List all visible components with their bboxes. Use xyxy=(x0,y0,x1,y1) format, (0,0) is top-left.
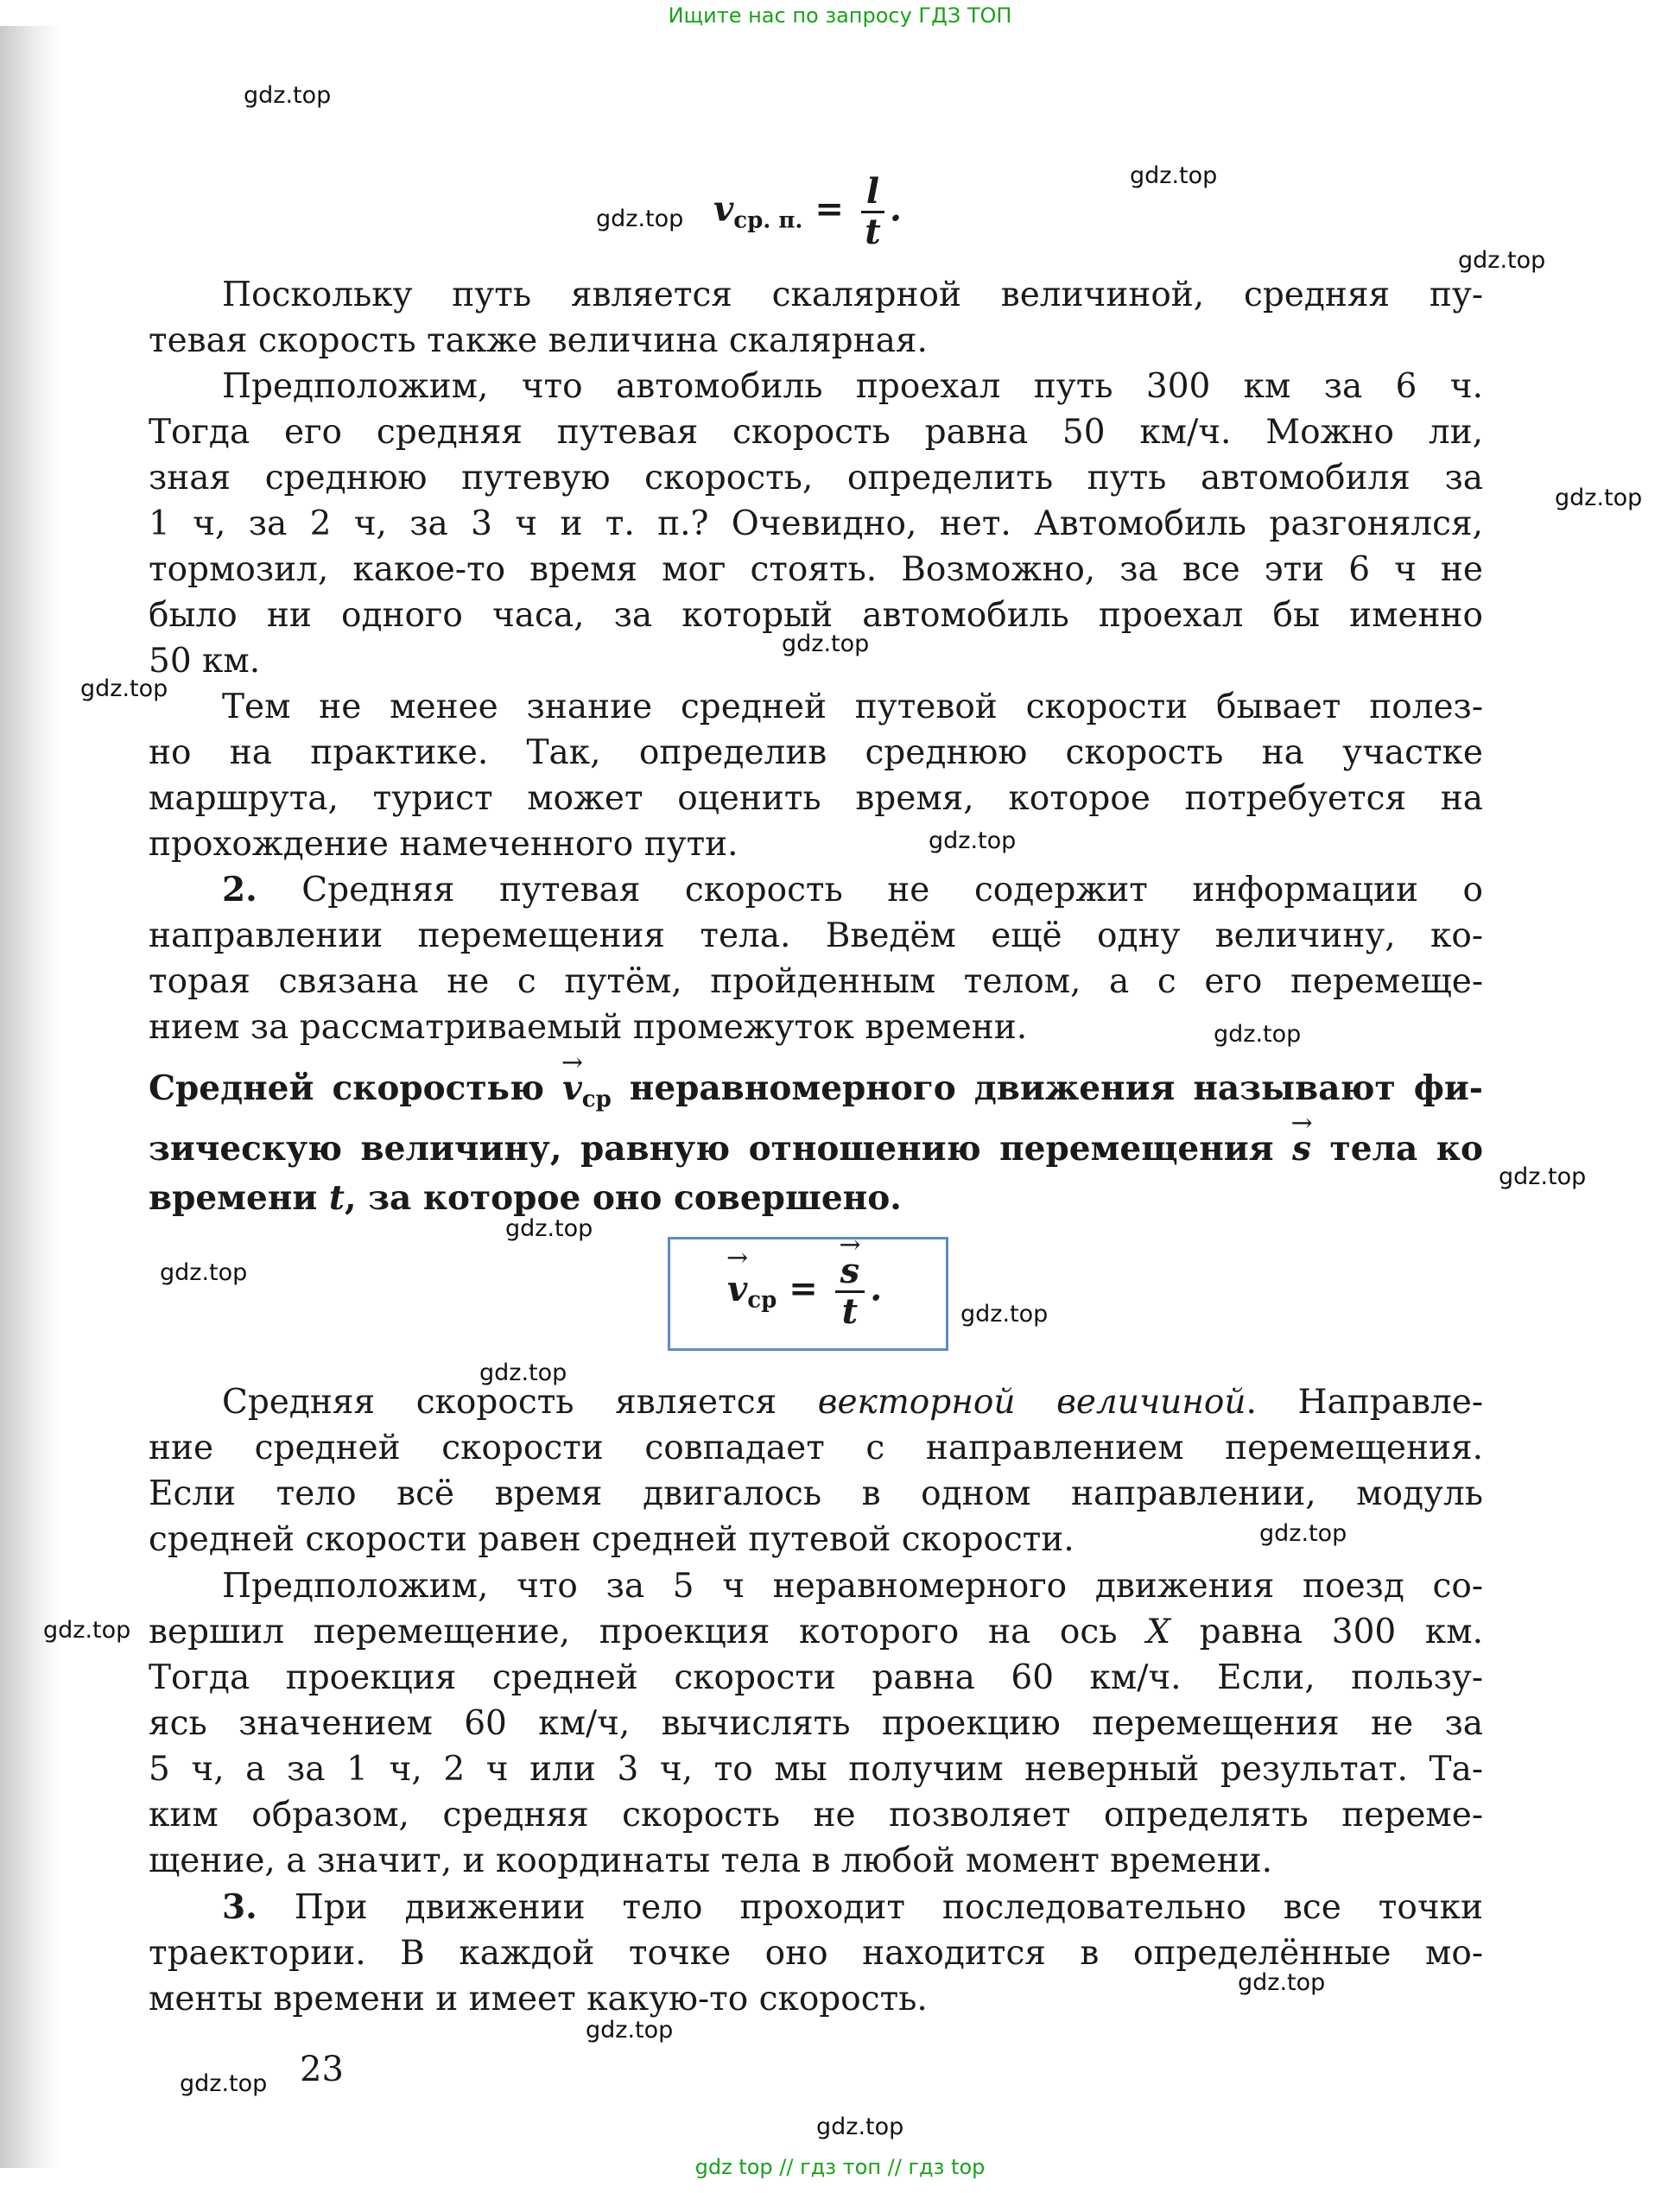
definition-line xyxy=(149,1064,1483,1125)
definition-line xyxy=(149,1125,1483,1174)
watermark: gdz.top xyxy=(505,1215,593,1242)
text-line: тевая скорость также величина скалярная. xyxy=(149,321,928,360)
text-line xyxy=(149,867,1483,913)
formula-denominator: t xyxy=(841,1291,859,1332)
text-line xyxy=(149,1885,1483,1930)
formula-v: → v xyxy=(727,1269,747,1309)
text-line xyxy=(149,1609,1483,1655)
watermark: gdz.top xyxy=(596,206,684,232)
text-line: менты времени и имеет какую-то скорость. xyxy=(149,1980,928,2019)
text-fragment: зическую величину, равную отношению перемещения xyxy=(149,1129,1293,1169)
watermark: gdz.top xyxy=(1259,1520,1347,1547)
formula-fraction xyxy=(835,1252,865,1331)
watermark: gdz.top xyxy=(1238,1969,1326,1996)
watermark: gdz.top xyxy=(1214,1021,1302,1048)
text-line: но на практике. Так, определив среднюю скорость на участке xyxy=(149,733,1483,772)
formula-v: v xyxy=(713,188,734,230)
paragraph-5 xyxy=(149,1379,1483,1562)
text-line: маршрута, турист может оценить время, которое потребуется на xyxy=(149,779,1483,818)
text-fragment: Средняя скорость является xyxy=(222,1383,818,1422)
text-line: тормозил, какое-то время мог стоять. Возможно, за все эти 6 ч не xyxy=(149,550,1483,589)
text-line: Тогда проекция средней скорости равна 60 км/ч. Если, пользу- xyxy=(149,1658,1483,1697)
text-line: Если тело всё время двигалось в одном направлении, модуль xyxy=(149,1474,1483,1513)
formula-eq: = xyxy=(815,188,844,230)
text-line: 1 ч, за 2 ч, за 3 ч и т. п.? Очевидно, нет. Автомобиль разгонялся, xyxy=(149,504,1483,543)
text-line xyxy=(149,1379,1483,1425)
paragraph-6 xyxy=(149,1563,1483,1884)
text-line: направлении перемещения тела. Введём ещё одну величину, ко- xyxy=(149,916,1483,955)
text-line: Тем не менее знание средней путевой скорости бывает полез- xyxy=(222,688,1483,726)
watermark: gdz.top xyxy=(80,675,168,702)
text-line: торая связана не с путём, пройденным телом, а с его перемеще- xyxy=(149,962,1483,1001)
text-line: щение, а значит, и координаты тела в любой момент времени. xyxy=(149,1841,1272,1880)
text-fragment: времени xyxy=(149,1178,329,1218)
text-fragment: . Направле- xyxy=(1246,1383,1483,1422)
paragraph-4 xyxy=(149,867,1483,1050)
formula-average-velocity xyxy=(727,1252,882,1331)
watermark: gdz.top xyxy=(1499,1163,1587,1190)
formula-end: . xyxy=(870,1268,883,1309)
text-line: было ни одного часа, за который автомобиль проехал бы именно xyxy=(149,596,1483,635)
text-fragment: равна 300 км. xyxy=(1170,1613,1484,1651)
page-number: 23 xyxy=(300,2050,344,2089)
vector-v: → v xyxy=(562,1064,582,1113)
text-fragment: При движении тело проходит последовательно все точки xyxy=(257,1888,1483,1927)
text-line: траектории. В каждой точке оно находится в определённые мо- xyxy=(149,1934,1483,1973)
axis-x: X xyxy=(1146,1613,1170,1651)
text-line: 50 км. xyxy=(149,642,261,681)
section-number: 3. xyxy=(222,1887,257,1927)
text-line: Поскольку путь является скалярной величиной, средняя пу- xyxy=(222,276,1483,314)
watermark: gdz.top xyxy=(960,1301,1049,1328)
text-line: ние средней скорости совпадает с направлением перемещения. xyxy=(149,1429,1483,1467)
text-fragment: Средняя путевая скорость не содержит информации о xyxy=(257,871,1483,910)
text-line: ясь значением 60 км/ч, вычислять проекцию перемещения не за xyxy=(149,1704,1483,1743)
formula-sub: ср. п. xyxy=(733,207,803,234)
watermark: gdz.top xyxy=(244,82,332,109)
formula-end: . xyxy=(890,188,902,230)
formula-fraction xyxy=(861,173,884,251)
text-line: зная среднюю путевую скорость, определить путь автомобиля за xyxy=(149,459,1483,498)
text-line: Тогда его средняя путевая скорость равна 50 км/ч. Можно ли, xyxy=(149,413,1483,452)
text-fragment: вершил перемещение, проекция которого на ось xyxy=(149,1613,1147,1651)
watermark: gdz.top xyxy=(180,2070,268,2097)
watermark: gdz.top xyxy=(816,2114,904,2140)
watermark: gdz.top xyxy=(43,1617,131,1644)
text-line: средней скорости равен средней путевой скорости. xyxy=(149,1520,1075,1559)
definition-line xyxy=(149,1174,1483,1223)
page-shadow xyxy=(0,26,60,2168)
text-line: 5 ч, а за 1 ч, 2 ч или 3 ч, то мы получим неверный результат. Та- xyxy=(149,1750,1483,1789)
watermark: gdz.top xyxy=(479,1360,567,1386)
text-fragment: , за которое оно совершено. xyxy=(344,1178,902,1218)
watermark: gdz.top xyxy=(586,2017,674,2044)
watermark: gdz.top xyxy=(1130,162,1218,189)
formula-eq: = xyxy=(789,1268,818,1309)
text-line: Предположим, что за 5 ч неравномерного движения поезд со- xyxy=(222,1567,1483,1606)
text-line: прохождение намеченного пути. xyxy=(149,825,739,864)
formula-path-speed xyxy=(713,173,902,251)
text-italic: векторной величиной xyxy=(817,1383,1246,1422)
text-line: ким образом, средняя скорость не позволяет определять переме- xyxy=(149,1796,1483,1835)
vector-s: → s xyxy=(1292,1125,1311,1174)
text-fragment: тела ко xyxy=(1311,1129,1483,1169)
text-fragment: Средней скоростью xyxy=(149,1068,563,1108)
section-number: 2. xyxy=(222,870,257,910)
text-line: нием за рассматриваемый промежуток времени. xyxy=(149,1008,1028,1047)
top-banner[interactable]: Ищите нас по запросу ГДЗ ТОП xyxy=(668,3,1012,28)
watermark: gdz.top xyxy=(1458,247,1546,274)
watermark: gdz.top xyxy=(782,631,870,657)
formula-numerator: → s xyxy=(835,1252,865,1293)
subscript: ср xyxy=(581,1087,612,1112)
paragraph-2 xyxy=(149,364,1483,684)
footer-links[interactable]: gdz top // гдз топ // гдз top xyxy=(694,2155,986,2179)
definition xyxy=(149,1064,1483,1223)
watermark: gdz.top xyxy=(1555,485,1643,511)
paragraph-7 xyxy=(149,1885,1483,2022)
formula-denominator: t xyxy=(865,212,881,252)
text-line: Предположим, что автомобиль проехал путь 300 км за 6 ч. xyxy=(222,367,1483,406)
formula-numerator: l xyxy=(861,173,884,213)
paragraph-1 xyxy=(149,272,1483,364)
time-t: t xyxy=(328,1178,345,1218)
paragraph-3 xyxy=(149,684,1483,867)
formula-sub: ср xyxy=(747,1287,777,1314)
text-fragment: неравномерного движения называют фи- xyxy=(611,1068,1483,1108)
watermark: gdz.top xyxy=(929,827,1017,854)
watermark: gdz.top xyxy=(160,1259,248,1286)
